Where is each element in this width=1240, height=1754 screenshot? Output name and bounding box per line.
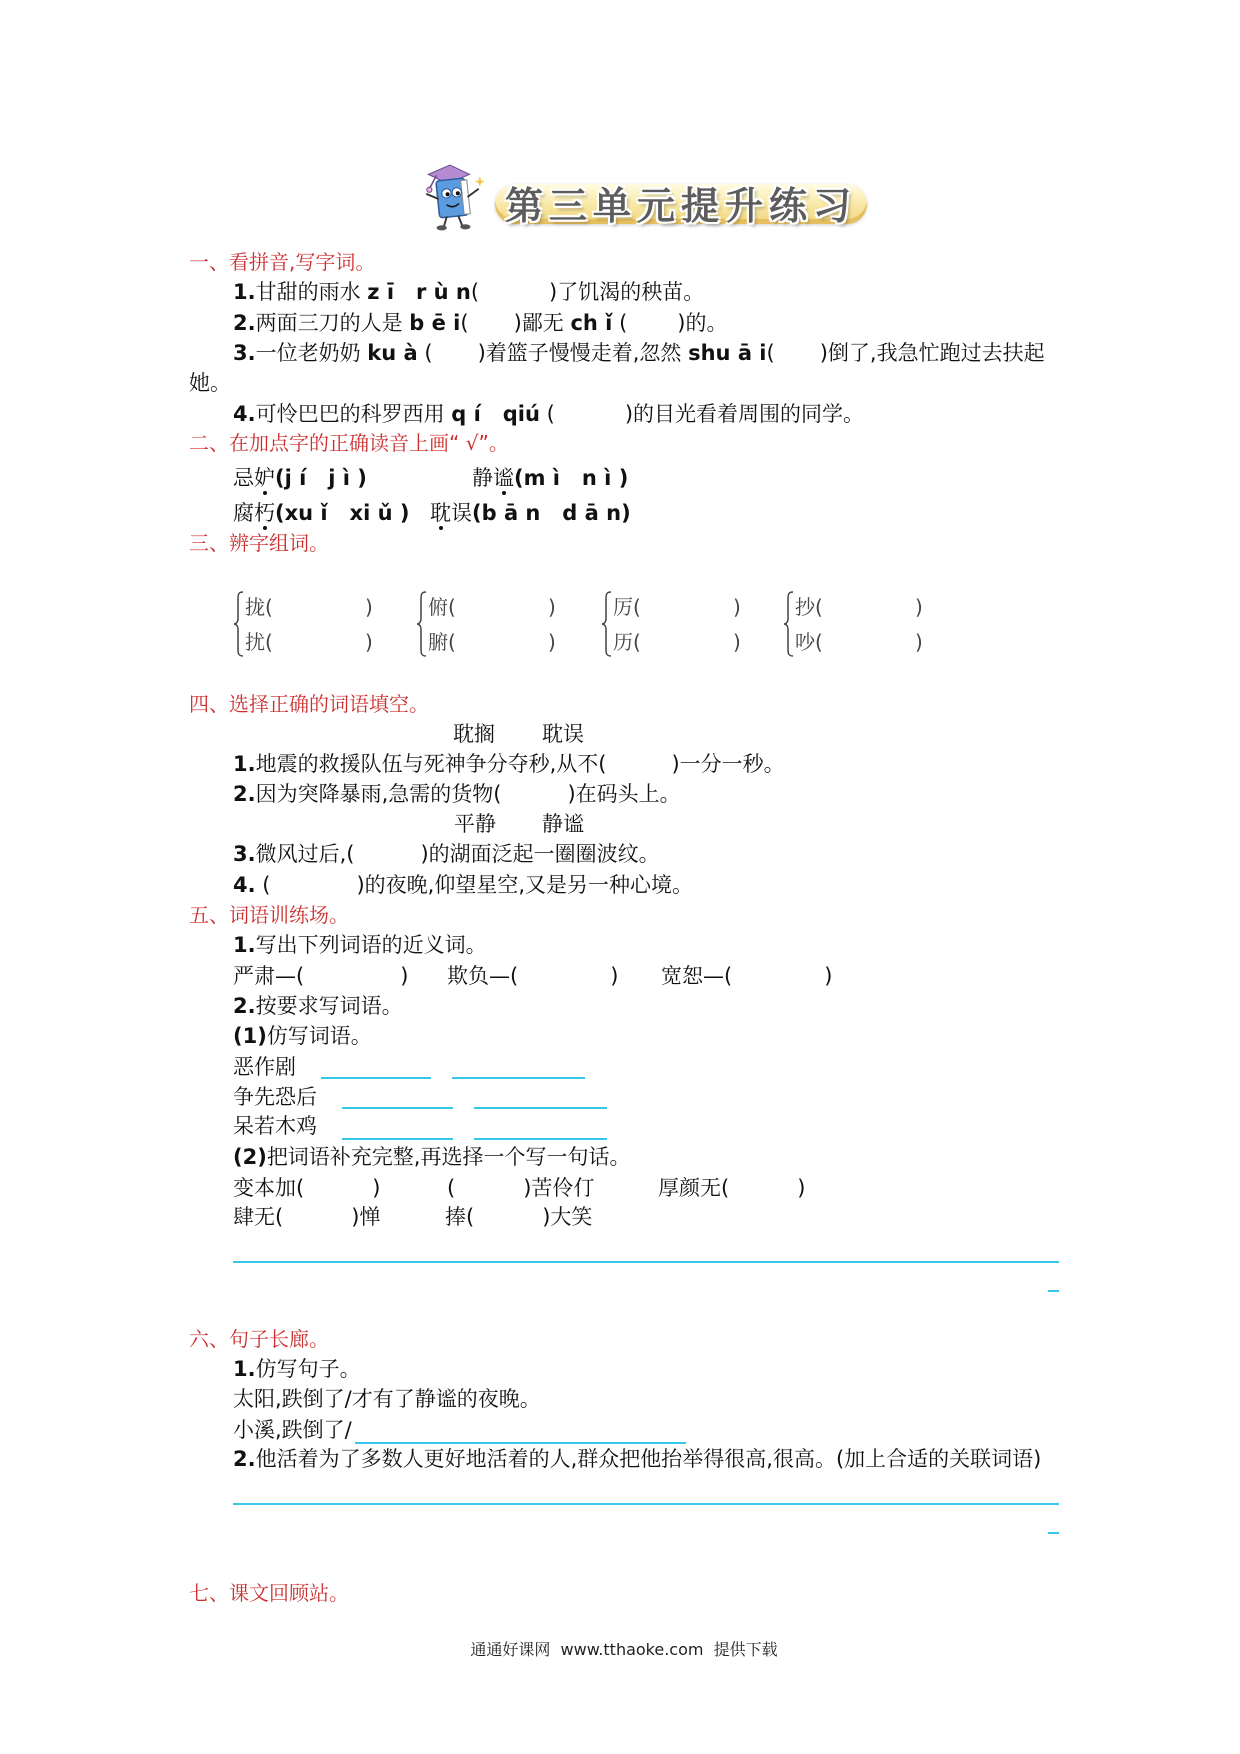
char-pair-group: [233, 590, 383, 662]
s4-question-3: [233, 842, 660, 866]
dotted-char: 朽: [254, 501, 275, 525]
answer-line-end-dash: [1048, 1290, 1059, 1292]
s5-part-2: [233, 994, 403, 1018]
brace-icon: [783, 590, 795, 658]
question-text: (: [612, 311, 628, 335]
question-text: 他活着为了多数人更好地活着的人,群众把他抬举得很高,很高。(加上合适的关联词语): [255, 1447, 1042, 1471]
question-text: 把词语补充完整,再选择一个写一句话。: [266, 1145, 631, 1169]
word-option: 耽搁: [453, 722, 495, 746]
pinyin-options: (m ì n ì ): [514, 466, 629, 490]
idiom-part: 变本加(: [233, 1176, 305, 1200]
imitate-word: 争先恐后: [233, 1085, 317, 1109]
question-number: 2.: [233, 1447, 256, 1471]
paren-close: ): [548, 630, 556, 654]
s6-part-2: [233, 1447, 1041, 1471]
idiom-part: (: [447, 1176, 456, 1200]
idiom-part: )苦伶仃: [523, 1176, 595, 1200]
synonym-item: [447, 964, 618, 988]
paren-close: ): [365, 595, 373, 619]
question-text: )的。: [677, 311, 728, 335]
question-text: 仿写词语。: [266, 1024, 372, 1048]
question-text: 甘甜的雨水: [255, 280, 368, 304]
pinyin-options: (j í j ì ): [275, 466, 367, 490]
idiom-part: 肆无(: [233, 1205, 284, 1229]
word-option: 平静: [454, 812, 496, 836]
question-text: (: [470, 280, 480, 304]
idiom-fill-item: [658, 1176, 805, 1200]
sentence-answer-line: [233, 1503, 1059, 1505]
question-text: 按要求写词语。: [255, 994, 403, 1018]
question-text: 因为突降暴雨,急需的货物(: [255, 782, 502, 806]
paren-close: ): [365, 630, 373, 654]
pronunciation-item: [430, 501, 631, 525]
question-number: 1.: [233, 280, 256, 304]
book-mascot-icon: [416, 162, 488, 234]
question-text: 仿写句子。: [255, 1357, 361, 1381]
idiom-part: )大笑: [542, 1205, 593, 1229]
section-4-heading: 四、选择正确的词语填空。: [189, 692, 429, 716]
pinyin-options: (xu ǐ xi ǔ ): [275, 501, 410, 525]
question-number: 4.: [233, 873, 256, 897]
section-2-heading: 二、在加点字的正确读音上画“ √”。: [189, 431, 509, 455]
question-text: (: [766, 341, 775, 365]
page-title: 第三单元提升练习: [504, 183, 857, 228]
pinyin: ch ǐ: [570, 311, 613, 335]
question-number: 3.: [233, 341, 256, 365]
idiom-fill-item: [447, 1176, 594, 1200]
synonym-item: [233, 964, 408, 988]
paren-close: ): [400, 964, 409, 988]
example-sentence: 太阳,跌倒了/才有了静谧的夜晚。: [233, 1387, 541, 1411]
char-pair-top: 厉(: [613, 595, 641, 619]
title-banner: [495, 183, 867, 228]
question-text: )的目光看着周围的同学。: [624, 402, 865, 426]
s6-part-1: [233, 1357, 361, 1381]
pronunciation-item: [472, 466, 628, 490]
question-number: 1.: [233, 1357, 256, 1381]
idiom-part: ): [797, 1176, 806, 1200]
question-text: 一位老奶奶: [255, 341, 368, 365]
question-text: )在码头上。: [567, 782, 681, 806]
char-pair-top: 俯(: [428, 595, 456, 619]
section-6-heading: 六、句子长廊。: [189, 1327, 329, 1351]
question-text: (: [460, 311, 469, 335]
pinyin: b ē i: [409, 311, 461, 335]
paren-close: ): [733, 630, 741, 654]
question-text: )鄙无: [513, 311, 571, 335]
dotted-char: 谧: [493, 466, 514, 490]
section-1-heading: 一、看拼音,写字词。: [189, 250, 376, 274]
question-number: 1.: [233, 752, 256, 776]
question-number: 3.: [233, 842, 256, 866]
pronunciation-item: [233, 466, 367, 490]
question-text: )了饥渴的秧苗。: [549, 280, 705, 304]
s5-part-2-2: [233, 1145, 631, 1169]
pinyin-options: (b ā n d ā n): [472, 501, 631, 525]
word-char: 腐: [233, 501, 254, 525]
synonym-word: 宽恕—(: [661, 964, 733, 988]
word-option: 耽误: [542, 722, 584, 746]
answer-underline: [355, 1442, 686, 1444]
s1-question-2: [233, 311, 727, 335]
pinyin: shu ā i: [688, 341, 767, 365]
paren-close: ): [915, 630, 923, 654]
answer-underline: [474, 1107, 607, 1109]
idiom-part: 厚颜无(: [658, 1176, 730, 1200]
question-number: (2): [233, 1145, 267, 1169]
pinyin: z ī r ù n: [367, 280, 471, 304]
imitate-sentence-prompt: 小溪,跌倒了/: [233, 1418, 352, 1442]
char-pair-bottom: 腑(: [428, 630, 456, 654]
answer-underline: [321, 1077, 431, 1079]
question-text: (: [417, 341, 433, 365]
char-pair-bottom: 吵(: [795, 630, 823, 654]
char-pair-bottom: 历(: [613, 630, 641, 654]
section-5-heading: 五、词语训练场。: [189, 903, 349, 927]
question-number: 2.: [233, 994, 256, 1018]
brace-icon: [416, 590, 428, 658]
char-pair-bottom: 扰(: [245, 630, 273, 654]
paren-close: ): [915, 595, 923, 619]
answer-line-end-dash: [1048, 1532, 1059, 1534]
word-char: 静: [472, 466, 493, 490]
char-pair-top: 抄(: [795, 595, 823, 619]
paren-close: ): [824, 964, 833, 988]
s5-part-2-1: [233, 1024, 372, 1048]
s5-part-1: [233, 933, 487, 957]
s1-question-4: [233, 402, 864, 426]
answer-underline: [342, 1107, 453, 1109]
question-text: 写出下列词语的近义词。: [255, 933, 487, 957]
word-option: 静谧: [542, 812, 584, 836]
question-text: )着篮子慢慢走着,忽然: [477, 341, 689, 365]
question-text: 微风过后,(: [255, 842, 355, 866]
imitate-word: 恶作剧: [233, 1055, 296, 1079]
s1-question-3: [233, 341, 1045, 365]
question-text: 地震的救援队伍与死神争分夺秒,从不(: [255, 752, 607, 776]
dotted-char: 妒: [254, 466, 275, 490]
question-text: )的夜晚,仰望星空,又是另一种心境。: [356, 873, 694, 897]
word-char: 误: [451, 501, 472, 525]
question-number: 4.: [233, 402, 256, 426]
pinyin: ku à: [367, 341, 418, 365]
brace-icon: [601, 590, 613, 658]
sentence-answer-line: [233, 1261, 1059, 1263]
synonym-item: [661, 964, 832, 988]
idiom-part: )惮: [351, 1205, 381, 1229]
char-pair-group: [783, 590, 933, 662]
idiom-part: 捧(: [445, 1205, 475, 1229]
section-7-heading: 七、课文回顾站。: [189, 1581, 349, 1605]
imitate-word: 呆若木鸡: [233, 1114, 317, 1138]
question-text: (: [255, 873, 271, 897]
word-char: 忌: [233, 466, 254, 490]
char-pair-group: [416, 590, 566, 662]
section-3-heading: 三、辨字组词。: [189, 531, 329, 555]
s1-question-3-continued: 她。: [189, 371, 231, 395]
question-number: 2.: [233, 782, 256, 806]
idiom-fill-item: [233, 1205, 380, 1229]
char-pair-top: 拢(: [245, 595, 273, 619]
dotted-char: 耽: [430, 501, 451, 525]
question-number: 2.: [233, 311, 256, 335]
synonym-word: 欺负—(: [447, 964, 519, 988]
s4-question-4: [233, 873, 693, 897]
question-number: 1.: [233, 933, 256, 957]
answer-underline: [342, 1138, 453, 1140]
paren-close: ): [548, 595, 556, 619]
brace-icon: [233, 590, 245, 658]
question-text: )倒了,我急忙跑过去扶起: [819, 341, 1045, 365]
pronunciation-item: [233, 501, 409, 525]
idiom-fill-item: [445, 1205, 592, 1229]
question-text: )的湖面泛起一圈圈波纹。: [420, 842, 660, 866]
pinyin: q í qiú: [451, 402, 540, 426]
idiom-part: ): [372, 1176, 381, 1200]
char-pair-group: [601, 590, 751, 662]
s4-question-1: [233, 752, 785, 776]
question-text: (: [539, 402, 555, 426]
answer-underline: [452, 1077, 585, 1079]
paren-close: ): [733, 595, 741, 619]
s4-question-2: [233, 782, 681, 806]
paren-close: ): [610, 964, 619, 988]
question-text: 两面三刀的人是: [255, 311, 410, 335]
idiom-fill-item: [233, 1176, 380, 1200]
question-number: (1): [233, 1024, 267, 1048]
page-footer: 通通好课网 www.tthaoke.com 提供下载: [470, 1640, 778, 1659]
answer-underline: [474, 1138, 607, 1140]
synonym-word: 严肃—(: [233, 964, 305, 988]
s1-question-1: [233, 280, 704, 304]
question-text: )一分一秒。: [671, 752, 785, 776]
question-text: 可怜巴巴的科罗西用: [255, 402, 452, 426]
